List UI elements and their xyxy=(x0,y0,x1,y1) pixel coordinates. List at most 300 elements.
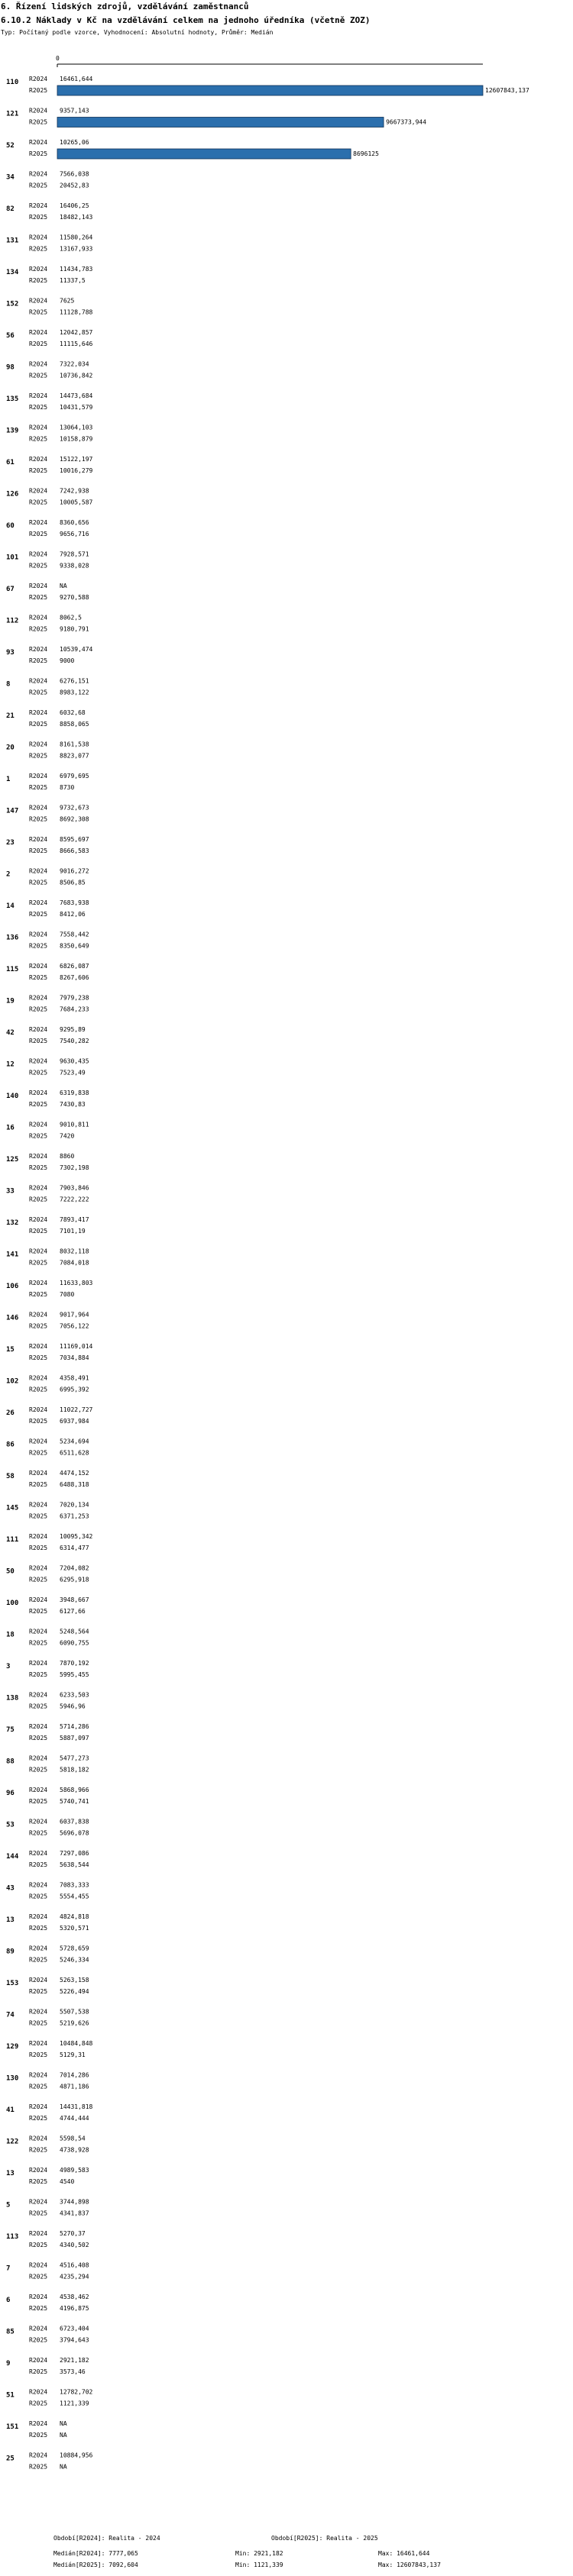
data-label: 16461,644 xyxy=(60,76,93,82)
series-label: R2025 xyxy=(29,752,48,760)
series-label: R2024 xyxy=(29,741,48,748)
series-label: R2024 xyxy=(29,139,48,146)
series-label: R2025 xyxy=(29,1006,48,1013)
data-label: 7056,122 xyxy=(60,1322,89,1330)
data-label: 5946,96 xyxy=(60,1703,86,1710)
data-label: NA xyxy=(60,583,67,589)
series-label: R2025 xyxy=(29,1829,48,1837)
data-label: 9667373,944 xyxy=(386,118,427,126)
data-label: 9295,89 xyxy=(60,1026,86,1033)
data-label: 5477,273 xyxy=(60,1754,89,1762)
group-label: 138 xyxy=(6,1694,19,1703)
series-label: R2025 xyxy=(29,1893,48,1900)
data-label: 6090,755 xyxy=(60,1639,89,1647)
series-label: R2024 xyxy=(29,2103,48,2110)
series-label: R2024 xyxy=(29,424,48,431)
group-label: 26 xyxy=(6,1409,15,1417)
data-label: 8032,118 xyxy=(60,1248,89,1255)
chart-subtitle: Typ: Počítaný podle vzorce, Vyhodnocení: Absolutní hodnoty, Průměr: Medián xyxy=(1,29,274,36)
data-label: 13064,103 xyxy=(60,424,93,431)
series-label: R2025 xyxy=(29,1322,48,1330)
series-label: R2025 xyxy=(29,1861,48,1868)
data-label: 5226,494 xyxy=(60,1988,89,1995)
series-label: R2024 xyxy=(29,1026,48,1033)
data-label: NA xyxy=(60,2420,67,2427)
data-label: 5887,097 xyxy=(60,1735,89,1742)
data-label: 4744,444 xyxy=(60,2115,89,2122)
data-label: 7683,938 xyxy=(60,899,89,906)
series-label: R2025 xyxy=(29,531,48,537)
group-label: 1 xyxy=(6,776,11,783)
chart-title: 6.10.2 Náklady v Kč na vzdělávání celkem na jednoho úředníka (včetně ZOZ) xyxy=(1,15,371,25)
series-label: R2025 xyxy=(29,625,48,633)
data-label: 4824,818 xyxy=(60,1913,89,1920)
series-label: R2024 xyxy=(29,2388,48,2396)
group-label: 98 xyxy=(6,363,15,372)
series-label: R2024 xyxy=(29,1660,48,1667)
series-label: R2024 xyxy=(29,1881,48,1889)
series-label: R2024 xyxy=(29,1216,48,1223)
group-label: 93 xyxy=(6,649,15,657)
data-label: NA xyxy=(60,2463,67,2471)
series-label: R2024 xyxy=(29,836,48,843)
group-label: 122 xyxy=(6,2138,19,2146)
data-label: 6037,838 xyxy=(60,1818,89,1825)
series-label: R2024 xyxy=(29,107,48,115)
series-label: R2025 xyxy=(29,150,48,157)
group-label: 58 xyxy=(6,1473,15,1480)
data-label: 7430,83 xyxy=(60,1101,86,1108)
group-label: 126 xyxy=(6,490,19,499)
data-label: 10265,06 xyxy=(60,139,89,146)
data-label: 7322,034 xyxy=(60,360,89,368)
series-label: R2025 xyxy=(29,2400,48,2407)
data-label: 6314,477 xyxy=(60,1545,89,1551)
data-label: 18482,143 xyxy=(60,214,93,221)
series-label: R2025 xyxy=(29,847,48,854)
series-label: R2025 xyxy=(29,689,48,696)
series-label: R2024 xyxy=(29,804,48,812)
group-label: 2 xyxy=(6,870,11,879)
group-label: 19 xyxy=(6,997,15,1006)
median-2024: Medián[R2024]: 7777,065 xyxy=(53,2550,138,2557)
data-label: 5714,286 xyxy=(60,1723,89,1730)
series-label: R2024 xyxy=(29,1470,48,1477)
series-label: R2024 xyxy=(29,2040,48,2047)
group-label: 121 xyxy=(6,110,19,118)
data-label: 4341,837 xyxy=(60,2210,89,2217)
group-label: 23 xyxy=(6,839,15,847)
series-label: R2024 xyxy=(29,1153,48,1160)
group-label: 110 xyxy=(6,79,19,86)
series-label: R2025 xyxy=(29,467,48,474)
series-label: R2024 xyxy=(29,1184,48,1192)
group-label: 33 xyxy=(6,1187,15,1196)
data-label: 7083,333 xyxy=(60,1881,89,1889)
data-label: 8412,06 xyxy=(60,911,86,918)
series-label: R2025 xyxy=(29,1101,48,1108)
data-label: 8161,538 xyxy=(60,741,89,748)
series-label: R2025 xyxy=(29,1449,48,1457)
data-label: 9016,272 xyxy=(60,867,89,875)
data-label: 4196,875 xyxy=(60,2305,89,2312)
data-label: 8860 xyxy=(60,1153,75,1160)
data-label: 4474,152 xyxy=(60,1470,89,1477)
group-label: 13 xyxy=(6,1916,15,1924)
series-label: R2025 xyxy=(29,1735,48,1742)
series-label: R2025 xyxy=(29,2336,48,2344)
group-label: 7 xyxy=(6,2264,11,2273)
group-label: 132 xyxy=(6,1219,19,1227)
data-label: 4540 xyxy=(60,2178,75,2185)
series-label: R2024 xyxy=(29,1280,48,1286)
data-label: 6276,151 xyxy=(60,677,89,685)
data-label: 9338,028 xyxy=(60,562,89,570)
data-label: 7893,417 xyxy=(60,1216,89,1223)
series-label: R2024 xyxy=(29,773,48,780)
group-label: 42 xyxy=(6,1029,15,1037)
group-label: 146 xyxy=(6,1314,19,1322)
series-label: R2024 xyxy=(29,709,48,716)
series-label: R2024 xyxy=(29,76,48,82)
series-label: R2025 xyxy=(29,435,48,443)
series-label: R2024 xyxy=(29,2008,48,2016)
series-label: R2025 xyxy=(29,372,48,379)
data-label: 3948,667 xyxy=(60,1596,89,1603)
data-label: 9732,673 xyxy=(60,804,89,812)
data-label: 6995,392 xyxy=(60,1386,89,1393)
group-label: 21 xyxy=(6,712,15,720)
series-label: R2025 xyxy=(29,245,48,253)
group-label: 115 xyxy=(6,966,19,973)
data-label: 8350,649 xyxy=(60,942,89,950)
period-legend-2025: Období[R2025]: Realita - 2025 xyxy=(271,2535,378,2542)
data-label: 5246,334 xyxy=(60,1956,89,1964)
data-label: 7084,018 xyxy=(60,1259,89,1267)
group-label: 18 xyxy=(6,1631,15,1639)
series-label: R2024 xyxy=(29,2294,48,2300)
series-label: R2024 xyxy=(29,2325,48,2332)
data-label: 8666,583 xyxy=(60,847,89,854)
series-label: R2025 xyxy=(29,1639,48,1647)
data-label: 1121,339 xyxy=(60,2400,89,2407)
series-label: R2024 xyxy=(29,202,48,209)
data-label: 7625 xyxy=(60,297,75,305)
series-label: R2025 xyxy=(29,1798,48,1805)
series-label: R2025 xyxy=(29,721,48,728)
data-label: 7558,442 xyxy=(60,931,89,938)
data-label: 5219,626 xyxy=(60,2019,89,2027)
series-label: R2025 xyxy=(29,1196,48,1203)
data-label: 5507,538 xyxy=(60,2008,89,2016)
data-label: 7242,938 xyxy=(60,487,89,495)
series-label: R2024 xyxy=(29,1787,48,1793)
data-label: 6032,68 xyxy=(60,709,86,716)
data-label: 9357,143 xyxy=(60,107,89,115)
series-label: R2024 xyxy=(29,1533,48,1540)
series-label: R2025 xyxy=(29,1576,48,1583)
data-label: 7979,238 xyxy=(60,994,89,1002)
data-label: 5740,741 xyxy=(60,1798,89,1805)
series-label: R2025 xyxy=(29,1988,48,1995)
data-label: 10005,587 xyxy=(60,499,93,506)
data-label: 5554,455 xyxy=(60,1893,89,1900)
data-label: 3744,898 xyxy=(60,2198,89,2206)
series-label: R2025 xyxy=(29,1608,48,1615)
series-label: R2025 xyxy=(29,1481,48,1488)
series-label: R2025 xyxy=(29,1956,48,1964)
group-label: 101 xyxy=(6,554,19,562)
group-label: 14 xyxy=(6,902,15,910)
data-label: 7101,19 xyxy=(60,1228,86,1235)
group-label: 13 xyxy=(6,2170,15,2177)
series-label: R2025 xyxy=(29,1069,48,1077)
data-label: 11128,788 xyxy=(60,308,93,316)
data-label: 6295,918 xyxy=(60,1576,89,1583)
data-label: 8692,308 xyxy=(60,815,89,823)
series-label: R2025 xyxy=(29,1545,48,1551)
series-label: R2024 xyxy=(29,677,48,685)
data-label: 2921,182 xyxy=(60,2357,89,2364)
data-label: 7222,222 xyxy=(60,1196,89,1203)
series-label: R2024 xyxy=(29,1501,48,1509)
series-label: R2024 xyxy=(29,583,48,589)
series-label: R2024 xyxy=(29,646,48,653)
data-label: 11434,783 xyxy=(60,266,93,273)
data-label: 6233,503 xyxy=(60,1691,89,1699)
data-label: 10884,956 xyxy=(60,2452,93,2459)
series-label: R2025 xyxy=(29,594,48,601)
group-label: 131 xyxy=(6,237,19,245)
group-label: 152 xyxy=(6,300,19,308)
data-label: 7566,038 xyxy=(60,170,89,178)
series-label: R2025 xyxy=(29,404,48,411)
data-label: 9270,588 xyxy=(60,594,89,601)
series-label: R2025 xyxy=(29,2242,48,2248)
series-label: R2024 xyxy=(29,266,48,273)
series-label: R2024 xyxy=(29,487,48,495)
group-label: 20 xyxy=(6,744,15,752)
data-label: 5638,544 xyxy=(60,1861,89,1868)
data-label: NA xyxy=(60,2432,67,2439)
data-label: 16406,25 xyxy=(60,202,89,209)
series-label: R2025 xyxy=(29,2178,48,2185)
bar xyxy=(57,149,351,159)
data-label: 4989,583 xyxy=(60,2167,89,2174)
data-label: 10095,342 xyxy=(60,1533,93,1540)
data-label: 8595,697 xyxy=(60,836,89,843)
group-label: 136 xyxy=(6,934,19,942)
data-label: 9656,716 xyxy=(60,531,89,537)
data-label: 5696,078 xyxy=(60,1829,89,1837)
series-label: R2024 xyxy=(29,1438,48,1445)
series-label: R2025 xyxy=(29,308,48,316)
group-label: 111 xyxy=(6,1536,19,1544)
series-label: R2025 xyxy=(29,2115,48,2122)
data-label: 5598,54 xyxy=(60,2135,86,2142)
group-label: 151 xyxy=(6,2423,19,2431)
data-label: 10431,579 xyxy=(60,404,93,411)
group-label: 15 xyxy=(6,1346,15,1354)
data-label: 12607843,137 xyxy=(485,87,529,94)
data-label: 5995,455 xyxy=(60,1671,89,1678)
series-label: R2025 xyxy=(29,341,48,347)
data-label: 9010,811 xyxy=(60,1121,89,1128)
group-label: 12 xyxy=(6,1060,15,1069)
series-label: R2024 xyxy=(29,1374,48,1382)
data-label: 5129,31 xyxy=(60,2051,86,2058)
data-label: 3794,643 xyxy=(60,2336,89,2344)
series-label: R2024 xyxy=(29,234,48,241)
data-label: 11115,646 xyxy=(60,341,93,347)
series-label: R2024 xyxy=(29,392,48,399)
group-label: 144 xyxy=(6,1853,19,1861)
series-label: R2025 xyxy=(29,2083,48,2090)
data-label: 13167,933 xyxy=(60,245,93,253)
data-label: 7204,082 xyxy=(60,1564,89,1572)
data-label: 9000 xyxy=(60,657,75,664)
group-label: 16 xyxy=(6,1124,15,1132)
data-label: 7870,192 xyxy=(60,1660,89,1667)
group-label: 135 xyxy=(6,395,19,403)
series-label: R2025 xyxy=(29,1766,48,1774)
data-label: 5248,564 xyxy=(60,1628,89,1635)
data-label: 7523,49 xyxy=(60,1069,86,1077)
series-label: R2024 xyxy=(29,2420,48,2427)
group-label: 34 xyxy=(6,173,15,182)
group-label: 106 xyxy=(6,1283,19,1290)
data-label: 6319,838 xyxy=(60,1089,89,1096)
series-label: R2025 xyxy=(29,879,48,886)
series-label: R2024 xyxy=(29,1818,48,1825)
data-label: 14473,684 xyxy=(60,392,93,399)
data-label: 14431,818 xyxy=(60,2103,93,2110)
data-label: 11169,014 xyxy=(60,1343,93,1350)
series-label: R2025 xyxy=(29,562,48,570)
series-label: R2024 xyxy=(29,931,48,938)
series-label: R2025 xyxy=(29,1925,48,1932)
series-label: R2024 xyxy=(29,963,48,970)
data-label: 7020,134 xyxy=(60,1501,89,1509)
group-label: 56 xyxy=(6,332,15,340)
group-label: 145 xyxy=(6,1504,19,1512)
series-label: R2025 xyxy=(29,2051,48,2058)
series-label: R2025 xyxy=(29,2146,48,2154)
series-label: R2025 xyxy=(29,815,48,823)
bar xyxy=(57,118,384,128)
data-label: 7928,571 xyxy=(60,550,89,558)
group-label: 60 xyxy=(6,522,15,530)
series-label: R2024 xyxy=(29,456,48,463)
group-label: 140 xyxy=(6,1093,19,1100)
series-label: R2024 xyxy=(29,899,48,906)
series-label: R2025 xyxy=(29,1386,48,1393)
data-label: 7540,282 xyxy=(60,1038,89,1044)
series-label: R2024 xyxy=(29,1628,48,1635)
series-label: R2024 xyxy=(29,2452,48,2459)
axis-zero-label: 0 xyxy=(56,55,60,62)
series-label: R2025 xyxy=(29,1259,48,1267)
series-label: R2025 xyxy=(29,499,48,506)
group-label: 139 xyxy=(6,427,19,435)
data-label: 4516,408 xyxy=(60,2261,89,2269)
data-label: 7014,286 xyxy=(60,2071,89,2079)
series-label: R2024 xyxy=(29,297,48,305)
series-label: R2025 xyxy=(29,1512,48,1520)
data-label: 15122,197 xyxy=(60,456,93,463)
data-label: 6723,404 xyxy=(60,2325,89,2332)
group-label: 67 xyxy=(6,586,15,593)
data-label: 3573,46 xyxy=(60,2368,86,2375)
series-label: R2024 xyxy=(29,2167,48,2174)
series-label: R2025 xyxy=(29,2210,48,2217)
data-label: 8506,85 xyxy=(60,879,86,886)
group-label: 129 xyxy=(6,2043,19,2051)
data-label: 10539,474 xyxy=(60,646,93,653)
series-label: R2024 xyxy=(29,2198,48,2206)
data-label: 5263,158 xyxy=(60,1977,89,1984)
bar xyxy=(57,86,483,95)
data-label: 4340,502 xyxy=(60,2242,89,2248)
series-label: R2025 xyxy=(29,277,48,284)
series-label: R2025 xyxy=(29,87,48,94)
series-label: R2024 xyxy=(29,1057,48,1065)
data-label: 7034,884 xyxy=(60,1354,89,1361)
group-label: 82 xyxy=(6,205,15,213)
series-label: R2024 xyxy=(29,329,48,336)
series-label: R2025 xyxy=(29,118,48,126)
group-label: 89 xyxy=(6,1948,15,1956)
data-label: 7903,846 xyxy=(60,1184,89,1192)
data-label: 4871,186 xyxy=(60,2083,89,2090)
group-label: 85 xyxy=(6,2328,15,2336)
min-2025: Min: 1121,339 xyxy=(235,2561,283,2568)
series-label: R2024 xyxy=(29,994,48,1002)
data-label: 8696125 xyxy=(353,150,379,157)
group-label: 113 xyxy=(6,2233,19,2241)
group-label: 86 xyxy=(6,1441,15,1449)
series-label: R2024 xyxy=(29,1723,48,1730)
data-label: 10016,279 xyxy=(60,467,93,474)
series-label: R2025 xyxy=(29,974,48,981)
data-label: 7297,086 xyxy=(60,1850,89,1857)
data-label: 9180,791 xyxy=(60,625,89,633)
data-label: 6371,253 xyxy=(60,1512,89,1520)
group-label: 53 xyxy=(6,1821,15,1829)
data-label: 8360,656 xyxy=(60,519,89,526)
group-label: 5 xyxy=(6,2201,11,2210)
group-label: 41 xyxy=(6,2106,15,2114)
data-label: 11633,803 xyxy=(60,1280,93,1286)
series-label: R2025 xyxy=(29,2463,48,2471)
group-label: 9 xyxy=(6,2360,11,2368)
series-label: R2024 xyxy=(29,1089,48,1096)
data-label: 8730 xyxy=(60,784,75,791)
series-label: R2024 xyxy=(29,2135,48,2142)
series-label: R2025 xyxy=(29,2019,48,2027)
group-label: 61 xyxy=(6,459,15,466)
group-label: 51 xyxy=(6,2391,15,2400)
series-label: R2024 xyxy=(29,170,48,178)
series-label: R2025 xyxy=(29,2432,48,2439)
data-label: 9630,435 xyxy=(60,1057,89,1065)
series-label: R2025 xyxy=(29,1038,48,1044)
group-label: 102 xyxy=(6,1377,19,1386)
series-label: R2025 xyxy=(29,784,48,791)
data-label: 11022,727 xyxy=(60,1406,93,1413)
group-label: 25 xyxy=(6,2455,15,2463)
series-label: R2025 xyxy=(29,1703,48,1710)
